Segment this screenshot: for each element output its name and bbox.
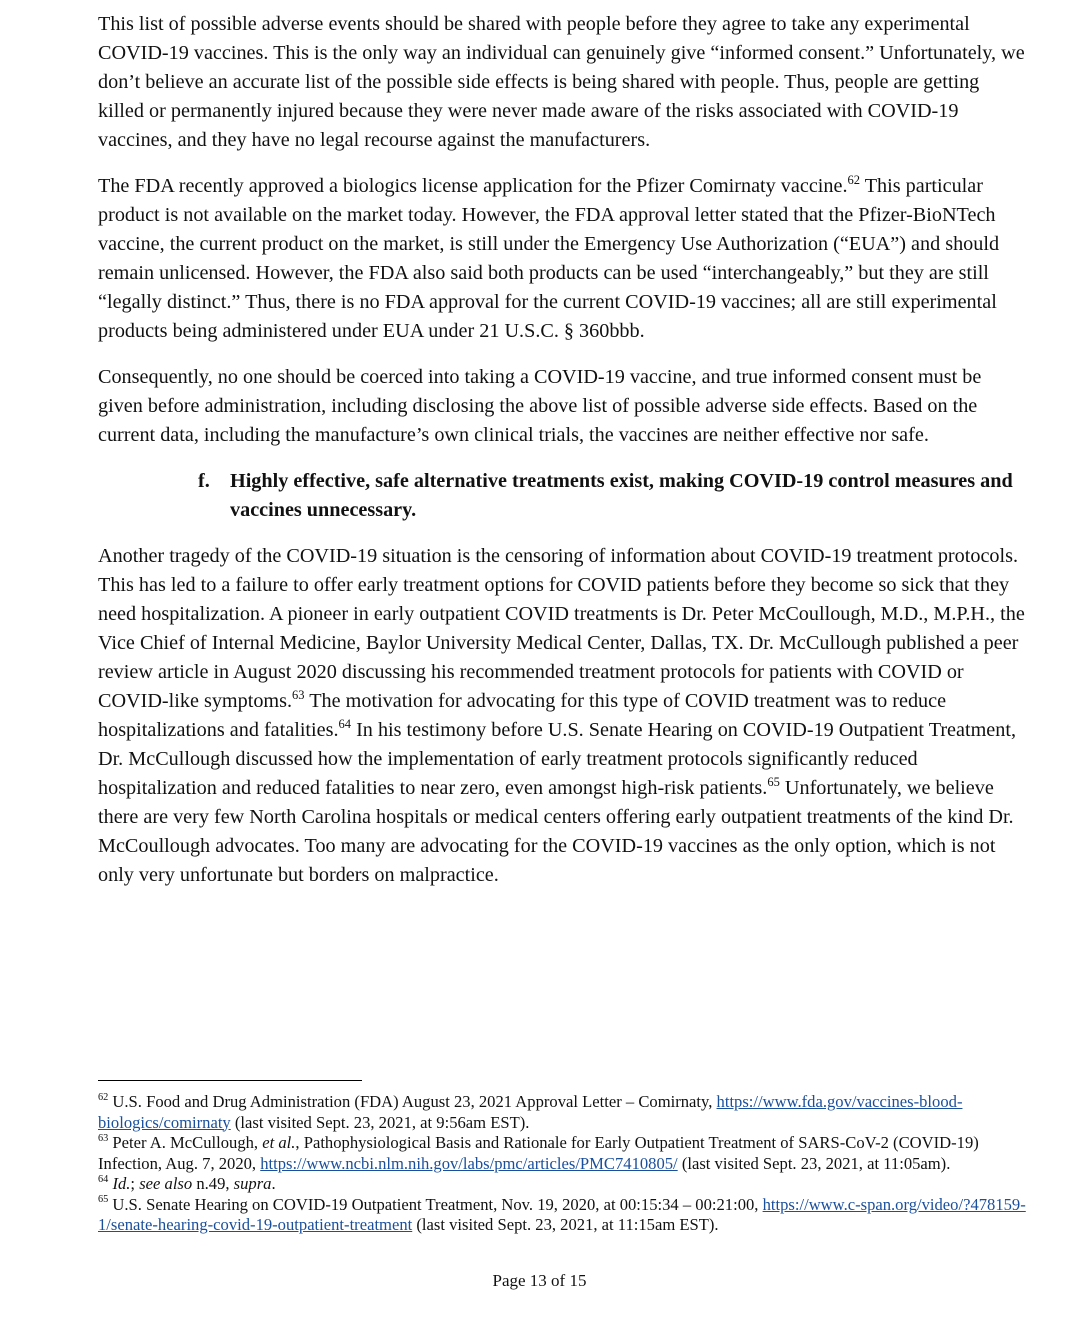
paragraph-text: Unfortunately, we believe there are very few North Carolina hospitals or medical centers offering early outpatient treatments of the kind Dr. McCoullough advocates. Too many are advocating for the COVID-19 vaccines as the only option, which is not only very unfortunate but borders on malpractice.	[98, 777, 1014, 886]
footnote-65	[98, 1195, 1028, 1236]
footnote-text: .	[271, 1174, 276, 1193]
footnote-text: (last visited Sept. 23, 2021, at 11:05am).	[677, 1153, 951, 1173]
footnote-ref-63[interactable]: 63	[292, 687, 305, 702]
page-number: Page 13 of 15	[492, 1271, 587, 1290]
paragraph-text: In his testimony before U.S. Senate Hearing on COVID-19 Outpatient Treatment, Dr. McCullough discussed how the implementation of early treatment protocols significantly reduced hospitalization and reduced fatalities to near zero, even amongst high-risk patients.	[98, 719, 1016, 799]
footnote-italic: et al.	[262, 1133, 296, 1152]
paragraph-fda-approval	[98, 172, 1028, 346]
footnote-link-cspan[interactable]: https://www.c-span.org/video/?478159-1/senate-hearing-covid-19-outpatient-treatment	[98, 1194, 1026, 1234]
footnote-text: n.49,	[192, 1174, 234, 1193]
footnote-64	[98, 1174, 1028, 1195]
document-body	[98, 10, 1028, 907]
footnote-text: , Pathophysiological Basis and Rationale for Early Outpatient Treatment of SARS-CoV-2 (COVID-19) Infection, Aug. 7, 2020,	[98, 1133, 979, 1173]
footnote-text: (last visited Sept. 23, 2021, at 9:56am EST).	[230, 1112, 530, 1132]
footnote-link-ncbi[interactable]: https://www.ncbi.nlm.nih.gov/labs/pmc/articles/PMC7410805/	[260, 1153, 678, 1173]
section-heading-number: f.	[198, 470, 210, 492]
paragraph-coercion	[98, 363, 1028, 450]
footnote-italic: see also	[139, 1174, 193, 1193]
footnotes	[98, 1092, 1028, 1236]
section-heading-f	[98, 467, 1028, 525]
footnote-separator	[98, 1080, 362, 1081]
footnote-number: 64	[98, 1173, 109, 1185]
paragraph-early-treatment	[98, 542, 1028, 890]
footnote-63	[98, 1133, 1028, 1174]
paragraph-informed-consent	[98, 10, 1028, 155]
paragraph-text: The motivation for advocating for this type of COVID treatment was to reduce hospitalizations and fatalities.	[98, 690, 947, 741]
paragraph-text: This list of possible adverse events should be shared with people before they agree to take any experimental COVID-19 vaccines. This is the only way an individual can genuinely give “informed consent.” Unfortunately, we don’t believe an accurate list of the possible side effects is being shared with people. Thus, people are getting killed or permanently injured because they were never made aware of the risks associated with COVID-19 vaccines, and they have no legal recourse against the manufacturers.	[98, 13, 1025, 151]
footnote-62	[98, 1092, 1028, 1133]
section-heading-text: Highly effective, safe alternative treatments exist, making COVID-19 control measures and vaccines unnecessary.	[230, 470, 1013, 521]
footnote-text: Peter A. McCullough,	[108, 1133, 263, 1152]
footnote-italic: Id.	[112, 1174, 131, 1193]
paragraph-text: This particular product is not available on the market today. However, the FDA approval letter stated that the Pfizer-BioNTech vaccine, the current product on the market, is still under the Emergency Use Authorization (“EUA”) and should remain unlicensed. However, the FDA also said both products can be used “interchangeably,” but they are still “legally distinct.” Thus, there is no FDA approval for the current COVID-19 vaccines; all are still experimental products being administered under EUA under 21 U.S.C. § 360bbb.	[98, 175, 1000, 342]
footnote-link-fda[interactable]: https://www.fda.gov/vaccines-blood-biologics/comirnaty	[98, 1092, 963, 1132]
footnote-number: 62	[98, 1091, 109, 1103]
footnote-text: U.S. Food and Drug Administration (FDA) August 23, 2021 Approval Letter – Comirnaty,	[108, 1092, 717, 1111]
footnote-italic: supra	[233, 1174, 272, 1193]
footnote-text: U.S. Senate Hearing on COVID-19 Outpatient Treatment, Nov. 19, 2020, at 00:15:34 – 00:21:00,	[108, 1194, 763, 1214]
footnote-ref-65[interactable]: 65	[767, 774, 780, 789]
footnote-text: (last visited Sept. 23, 2021, at 11:15am EST).	[412, 1215, 719, 1234]
paragraph-text: Another tragedy of the COVID-19 situation is the censoring of information about COVID-19 treatment protocols. This has led to a failure to offer early treatment options for COVID patients before they become so sick that they need hospitalization. A pioneer in early outpatient COVID treatments is Dr. Peter McCoullough, M.D., M.P.H., the Vice Chief of Internal Medicine, Baylor University Medical Center, Dallas, TX. Dr. McCullough published a peer review article in August 2020 discussing his recommended treatment protocols for patients with COVID or COVID-like symptoms.	[98, 545, 1025, 712]
footnote-ref-64[interactable]: 64	[338, 716, 352, 731]
paragraph-text: The FDA recently approved a biologics license application for the Pfizer Comirnaty vaccine.	[98, 175, 848, 197]
footnote-ref-62[interactable]: 62	[847, 172, 861, 187]
footnote-number: 65	[98, 1194, 109, 1206]
paragraph-text: Consequently, no one should be coerced into taking a COVID-19 vaccine, and true informed consent must be given before administration, including disclosing the above list of possible adverse side effects. Based on the current data, including the manufacture’s own clinical trials, the vaccines are neither effective nor safe.	[98, 366, 982, 446]
footnote-number: 63	[98, 1132, 109, 1144]
footnote-text: ;	[130, 1174, 140, 1193]
